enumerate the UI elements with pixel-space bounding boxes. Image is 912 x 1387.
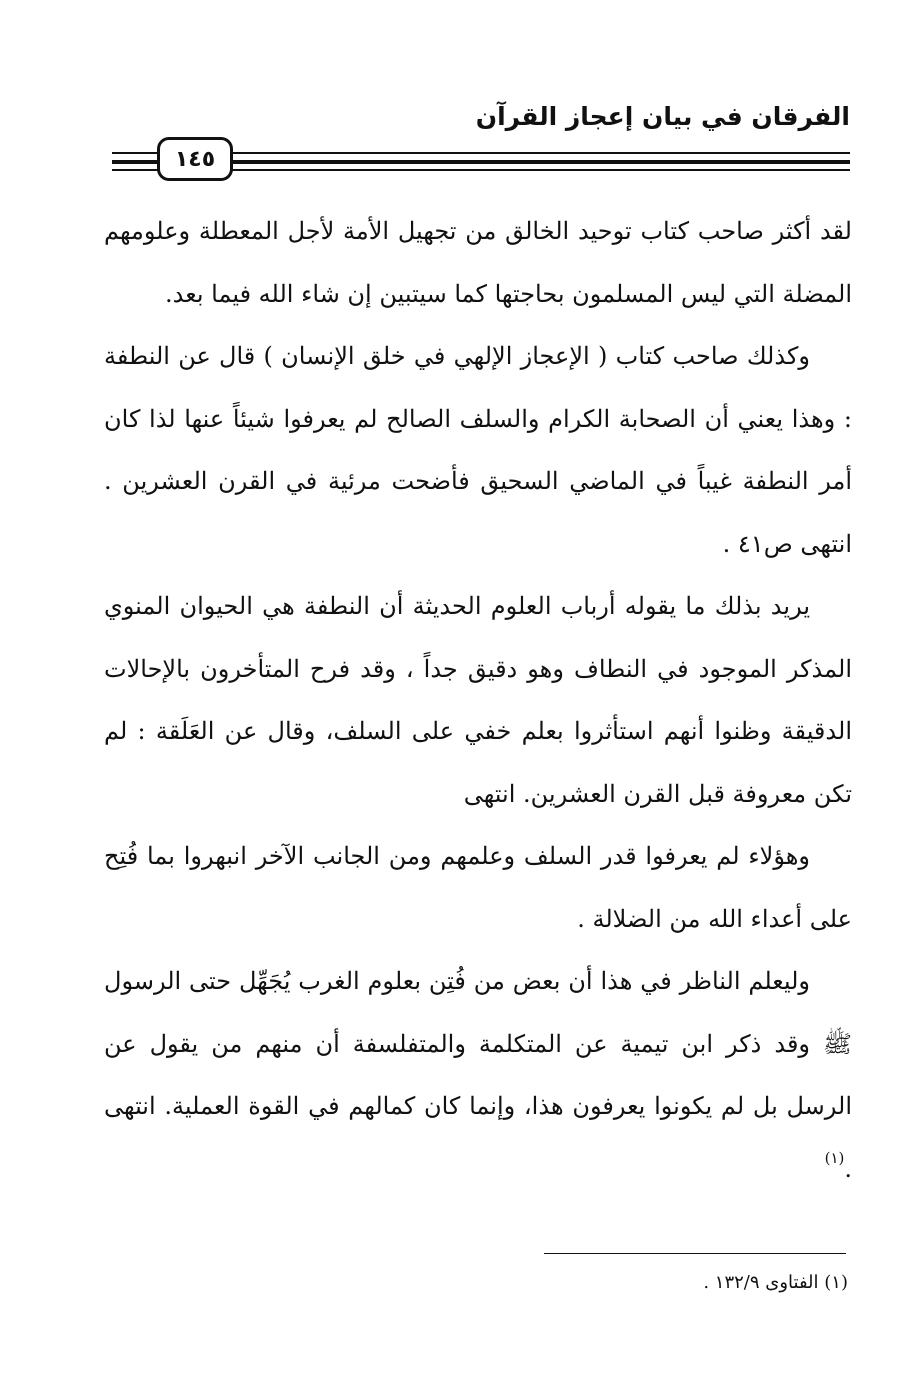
footnote: (١) الفتاوى ١٣٢/٩ . [703,1272,848,1293]
body-text [104,200,852,1200]
paragraph: لقد أكثر صاحب كتاب توحيد الخالق من تجهيل الأمة لأجل المعطلة وعلومهم المضلة التي ليس المسلمون بحاجتها كما سيتبين إن شاء الله فيما بعد. [104,217,852,308]
paragraph: وهؤلاء لم يعرفوا قدر السلف وعلمهم ومن الجانب الآخر انبهروا بما فُتِح على أعداء الله من الضلالة . [104,842,852,933]
book-title: الفرقان في بيان إعجاز القرآن [475,102,850,131]
footnote-reference: (١) [824,1148,845,1167]
page-number-badge [157,137,233,181]
paragraph-text: وليعلم الناظر في هذا أن بعض من فُتِن بعلوم الغرب يُجَهِّل حتى الرسول ﷺ وقد ذكر ابن تيمية عن المتكلمة والمتفلسفة أن منهم من يقول عن الرسل بل لم يكونوا يعرفون هذا، وإنما كان كمالهم في القوة العملية. انتهى . [104,967,852,1183]
footnote-separator [544,1253,846,1254]
paragraph: وكذلك صاحب كتاب ( الإعجاز الإلهي في خلق الإنسان ) قال عن النطفة : وهذا يعني أن الصحابة الكرام والسلف الصالح لم يعرفوا شيئاً عنها لذا كان أمر النطفة غيباً في الماضي السحيق فأضحت مرئية في القرن العشرين . انتهى ص٤١ . [104,342,852,558]
paragraph: يريد بذلك ما يقوله أرباب العلوم الحديثة أن النطفة هي الحيوان المنوي المذكر الموجود في النطاف وهو دقيق جداً ، وقد فرح المتأخرون بالإحالات الدقيقة وظنوا أنهم استأثروا بعلم خفي على السلف، وقال عن العَلَقة : لم تكن معروفة قبل القرن العشرين. انتهى [104,592,852,808]
page-number: ١٤٥ [174,146,216,172]
paragraph-with-footnote [104,950,852,1200]
